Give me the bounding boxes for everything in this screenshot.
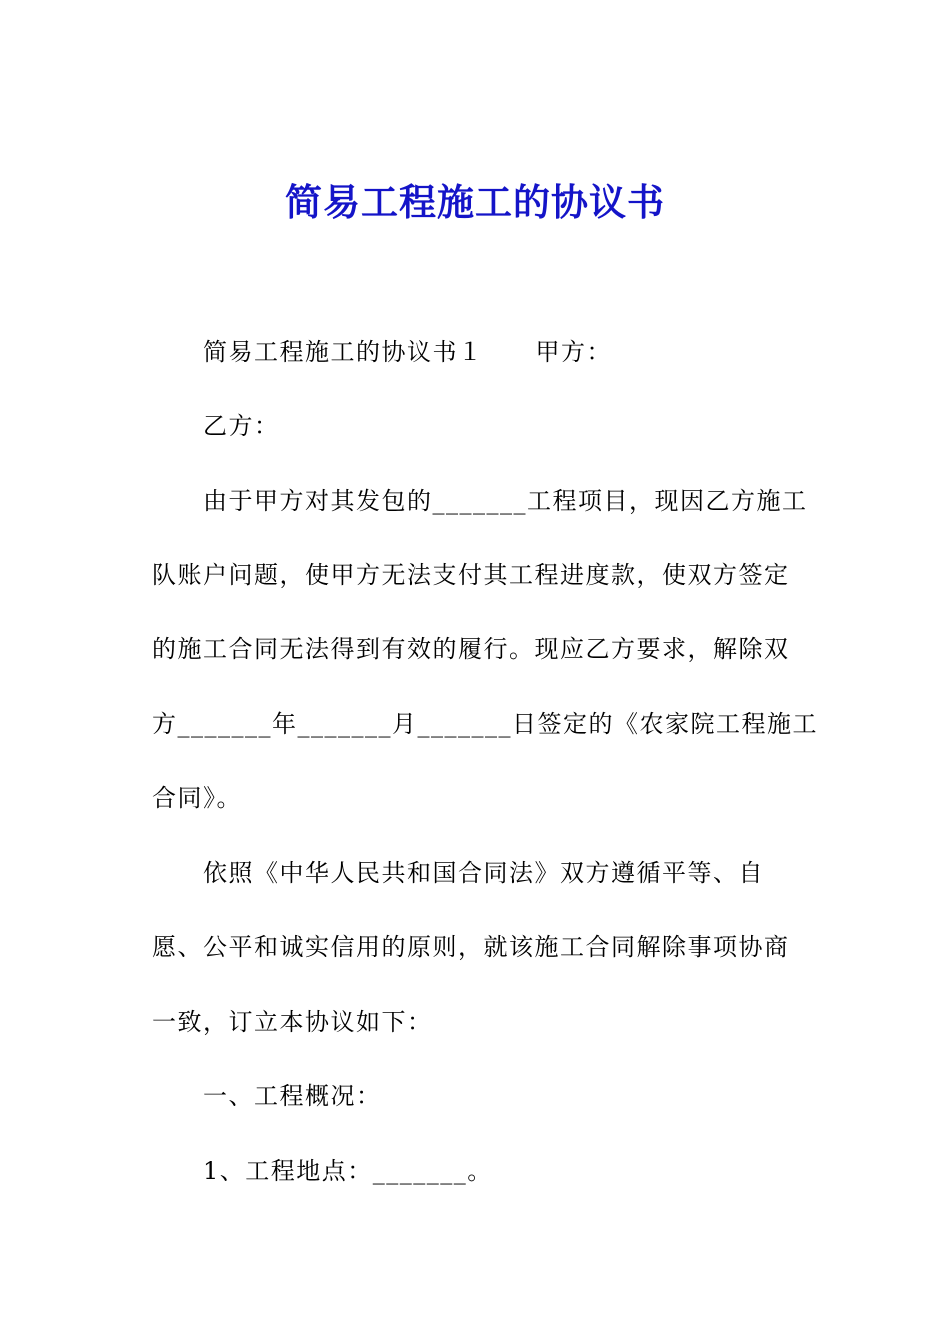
list-item: 1、工程地点：_______。 bbox=[203, 1157, 493, 1185]
document-title: 简易工程施工的协议书 bbox=[285, 180, 665, 224]
section-heading: 一、工程概况： bbox=[203, 1082, 382, 1110]
agreement-heading: 简易工程施工的协议书１ bbox=[203, 338, 484, 366]
party-b-label: 乙方： bbox=[203, 412, 280, 440]
paragraph-line: 愿、公平和诚实信用的原则，就该施工合同解除事项协商 bbox=[152, 933, 790, 961]
party-a-label: 甲方： bbox=[535, 338, 612, 366]
paragraph-line: 由于甲方对其发包的_______工程项目，现因乙方施工 bbox=[203, 487, 808, 515]
paragraph-line: 合同》。 bbox=[152, 784, 242, 812]
paragraph-line: 的施工合同无法得到有效的履行。现应乙方要求，解除双 bbox=[152, 635, 790, 663]
paragraph-line: 方_______年_______月_______日签定的《农家院工程施工 bbox=[152, 710, 818, 738]
paragraph-line: 队账户问题，使甲方无法支付其工程进度款，使双方签定 bbox=[152, 561, 790, 589]
paragraph-heading-line bbox=[203, 336, 612, 368]
paragraph-line: 一致，订立本协议如下： bbox=[152, 1008, 433, 1036]
paragraph-line: 依照《中华人民共和国合同法》双方遵循平等、自 bbox=[203, 859, 764, 887]
